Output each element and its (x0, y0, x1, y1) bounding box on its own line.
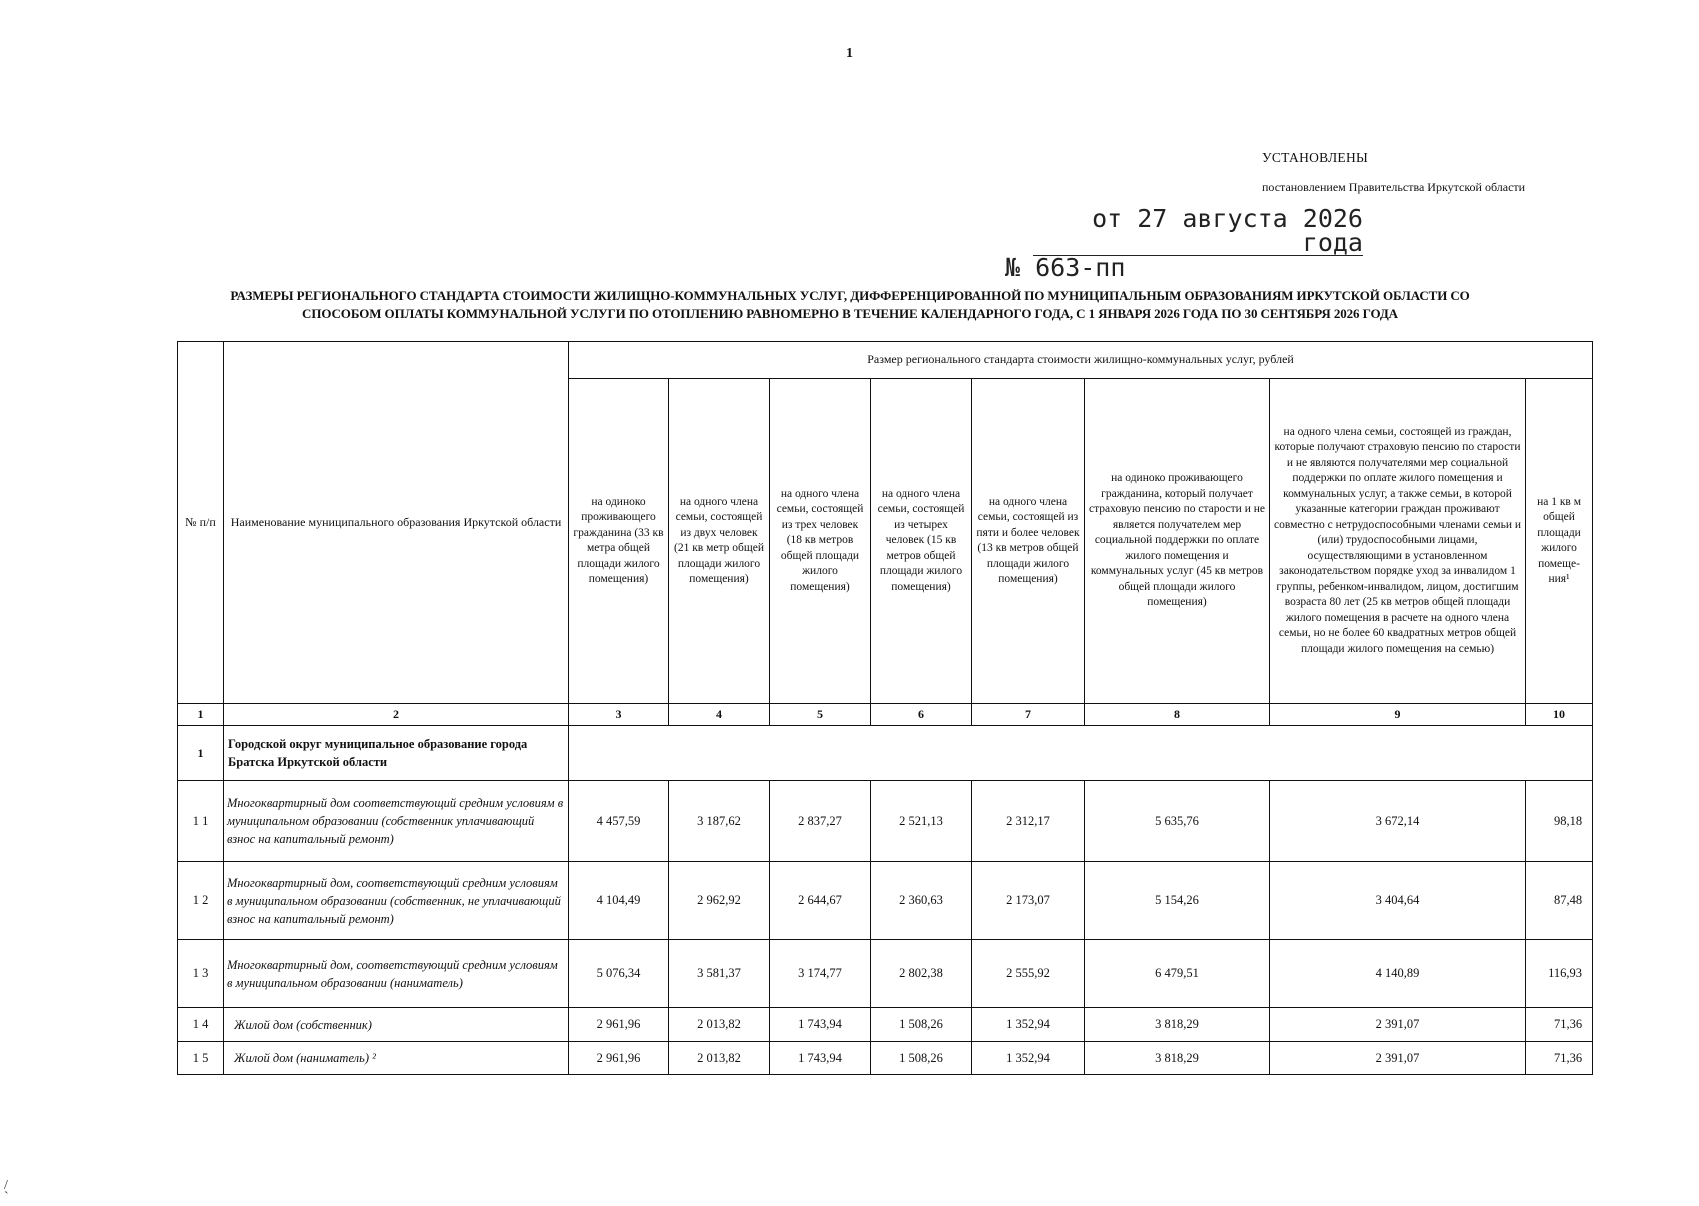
row-name: Многоквартирный дом соответствующий средним условиям в муниципальном образовании (собственник уплачивающий взнос на капитальный ремонт) (224, 781, 569, 862)
column-number: 9 (1270, 704, 1526, 726)
table-row (178, 1008, 1593, 1042)
row-number: 1 4 (178, 1008, 224, 1042)
row-value: 2 802,38 (871, 940, 972, 1008)
row-value: 2 013,82 (669, 1008, 770, 1042)
row-number: 1 5 (178, 1042, 224, 1075)
column-header: на одного члена семьи, состоящей из четырех человек (15 кв метров общей площади жилого помещения) (871, 379, 972, 704)
approval-block (1262, 150, 1525, 195)
row-value: 2 961,96 (569, 1042, 669, 1075)
row-value: 87,48 (1526, 862, 1593, 940)
decree-reference (1005, 204, 1363, 282)
row-value: 2 962,92 (669, 862, 770, 940)
row-value: 3 404,64 (1270, 862, 1526, 940)
table-row (178, 940, 1593, 1008)
standard-cost-table (177, 341, 1593, 1075)
decree-date: от 27 августа 2026 года (1033, 207, 1363, 256)
row-value: 4 457,59 (569, 781, 669, 862)
municipality-group-row (178, 726, 1593, 781)
row-value: 3 581,37 (669, 940, 770, 1008)
title-line-2: СПОСОБОМ ОПЛАТЫ КОММУНАЛЬНОЙ УСЛУГИ ПО ОТОПЛЕНИЮ РАВНОМЕРНО В ТЕЧЕНИЕ КАЛЕНДАРНОГО ГОДА, С 1 ЯНВАРЯ 2026 ГОДА ПО 30 СЕНТЯБРЯ 2026 ГОДА (302, 306, 1398, 321)
column-number-row (178, 704, 1593, 726)
row-value: 1 743,94 (770, 1042, 871, 1075)
row-value: 98,18 (1526, 781, 1593, 862)
decree-number: № 663-пп (1005, 253, 1126, 282)
row-value: 3 672,14 (1270, 781, 1526, 862)
page-number: 1 (846, 46, 853, 61)
row-value: 2 013,82 (669, 1042, 770, 1075)
group-number: 1 (178, 726, 224, 781)
row-value: 1 508,26 (871, 1042, 972, 1075)
header-name: Наименование муниципального образования Иркутской области (224, 342, 569, 704)
group-name: Городской округ муниципальное образование города Братска Иркутской области (224, 726, 569, 781)
header-group: Размер регионального стандарта стоимости жилищно-коммунальных услуг, рублей (569, 342, 1593, 379)
row-value: 2 173,07 (972, 862, 1085, 940)
margin-mark: ` (4, 1190, 9, 1205)
row-value: 2 961,96 (569, 1008, 669, 1042)
row-value: 6 479,51 (1085, 940, 1270, 1008)
column-number: 6 (871, 704, 972, 726)
header-row-1 (178, 342, 1593, 379)
column-number: 4 (669, 704, 770, 726)
column-header: на 1 кв м общей площади жилого помеще-ния¹ (1526, 379, 1593, 704)
header-num: № п/п (178, 342, 224, 704)
row-value: 4 104,49 (569, 862, 669, 940)
column-number: 2 (224, 704, 569, 726)
column-header: на одиноко проживающего гражданина, который получает страховую пенсию по старости и не является получателем мер социальной поддержки по оплате жилого помещения и коммунальных услуг (45 кв метров общей площади жилого помещения) (1085, 379, 1270, 704)
row-name: Многоквартирный дом, соответствующий средним условиям в муниципальном образовании (наниматель) (224, 940, 569, 1008)
table-row (178, 1042, 1593, 1075)
row-name: Многоквартирный дом, соответствующий средним условиям в муниципальном образовании (собственник, не уплачивающий взнос на капитальный ремонт) (224, 862, 569, 940)
row-name: Жилой дом (собственник) (224, 1008, 569, 1042)
column-header: на одного члена семьи, состоящей из двух человек (21 кв метр общей площади жилого помещения) (669, 379, 770, 704)
row-value: 5 076,34 (569, 940, 669, 1008)
row-value: 4 140,89 (1270, 940, 1526, 1008)
row-name: Жилой дом (наниматель) ² (224, 1042, 569, 1075)
document-title (150, 287, 1550, 323)
row-value: 2 391,07 (1270, 1008, 1526, 1042)
column-header: на одного члена семьи, состоящей из трех человек (18 кв метров общей площади жилого помещения) (770, 379, 871, 704)
column-header: на одиноко проживающего гражданина (33 кв метра общей площади жилого помещения) (569, 379, 669, 704)
row-number: 1 3 (178, 940, 224, 1008)
row-value: 2 644,67 (770, 862, 871, 940)
row-value: 1 352,94 (972, 1008, 1085, 1042)
column-number: 5 (770, 704, 871, 726)
approved-by-text: постановлением Правительства Иркутской области (1262, 180, 1526, 194)
row-value: 1 743,94 (770, 1008, 871, 1042)
decree-date-line (1005, 204, 1363, 257)
column-number: 1 (178, 704, 224, 726)
row-value: 1 508,26 (871, 1008, 972, 1042)
row-value: 5 635,76 (1085, 781, 1270, 862)
row-value: 1 352,94 (972, 1042, 1085, 1075)
row-value: 2 360,63 (871, 862, 972, 940)
row-value: 116,93 (1526, 940, 1593, 1008)
title-line-1: РАЗМЕРЫ РЕГИОНАЛЬНОГО СТАНДАРТА СТОИМОСТИ ЖИЛИЩНО-КОММУНАЛЬНЫХ УСЛУГ, ДИФФЕРЕНЦИРОВАННОЙ ПО МУНИЦИПАЛЬНЫМ ОБРАЗОВАНИЯМ ИРКУТСКОЙ ОБЛАСТИ СО (230, 288, 1470, 303)
row-value: 3 818,29 (1085, 1042, 1270, 1075)
row-number: 1 1 (178, 781, 224, 862)
row-value: 2 391,07 (1270, 1042, 1526, 1075)
table-row (178, 862, 1593, 940)
column-number: 7 (972, 704, 1085, 726)
column-header: на одного члена семьи, состоящей из пяти и более человек (13 кв метров общей площади жилого помещения) (972, 379, 1085, 704)
column-number: 8 (1085, 704, 1270, 726)
row-value: 3 818,29 (1085, 1008, 1270, 1042)
row-value: 2 837,27 (770, 781, 871, 862)
row-value: 3 174,77 (770, 940, 871, 1008)
row-value: 5 154,26 (1085, 862, 1270, 940)
row-value: 2 521,13 (871, 781, 972, 862)
column-header: на одного члена семьи, состоящей из граждан, которые получают страховую пенсию по старости и не являются получателями мер социальной поддержки по оплате жилого помещения и коммунальных услуг, а также семьи, в которой указанные категории граждан проживают совместно с нетрудоспособными членами семьи и (или) трудоспособными лицами, осуществляющими в установленном законодательством порядке уход за инвалидом 1 группы, ребенком-инвалидом, лицом, достигшим возраста 80 лет (25 кв метров общей площади жилого помещения в расчете на одного члена семьи, но не более 60 квадратных метров общей площади жилого помещения на семью) (1270, 379, 1526, 704)
column-number: 3 (569, 704, 669, 726)
row-value: 71,36 (1526, 1008, 1593, 1042)
row-value: 2 555,92 (972, 940, 1085, 1008)
row-value: 3 187,62 (669, 781, 770, 862)
margin-mark: / (4, 1178, 8, 1193)
group-empty-cell (569, 726, 1593, 781)
column-number: 10 (1526, 704, 1593, 726)
approved-label: УСТАНОВЛЕНЫ (1262, 150, 1369, 165)
table-row (178, 781, 1593, 862)
row-number: 1 2 (178, 862, 224, 940)
row-value: 71,36 (1526, 1042, 1593, 1075)
row-value: 2 312,17 (972, 781, 1085, 862)
